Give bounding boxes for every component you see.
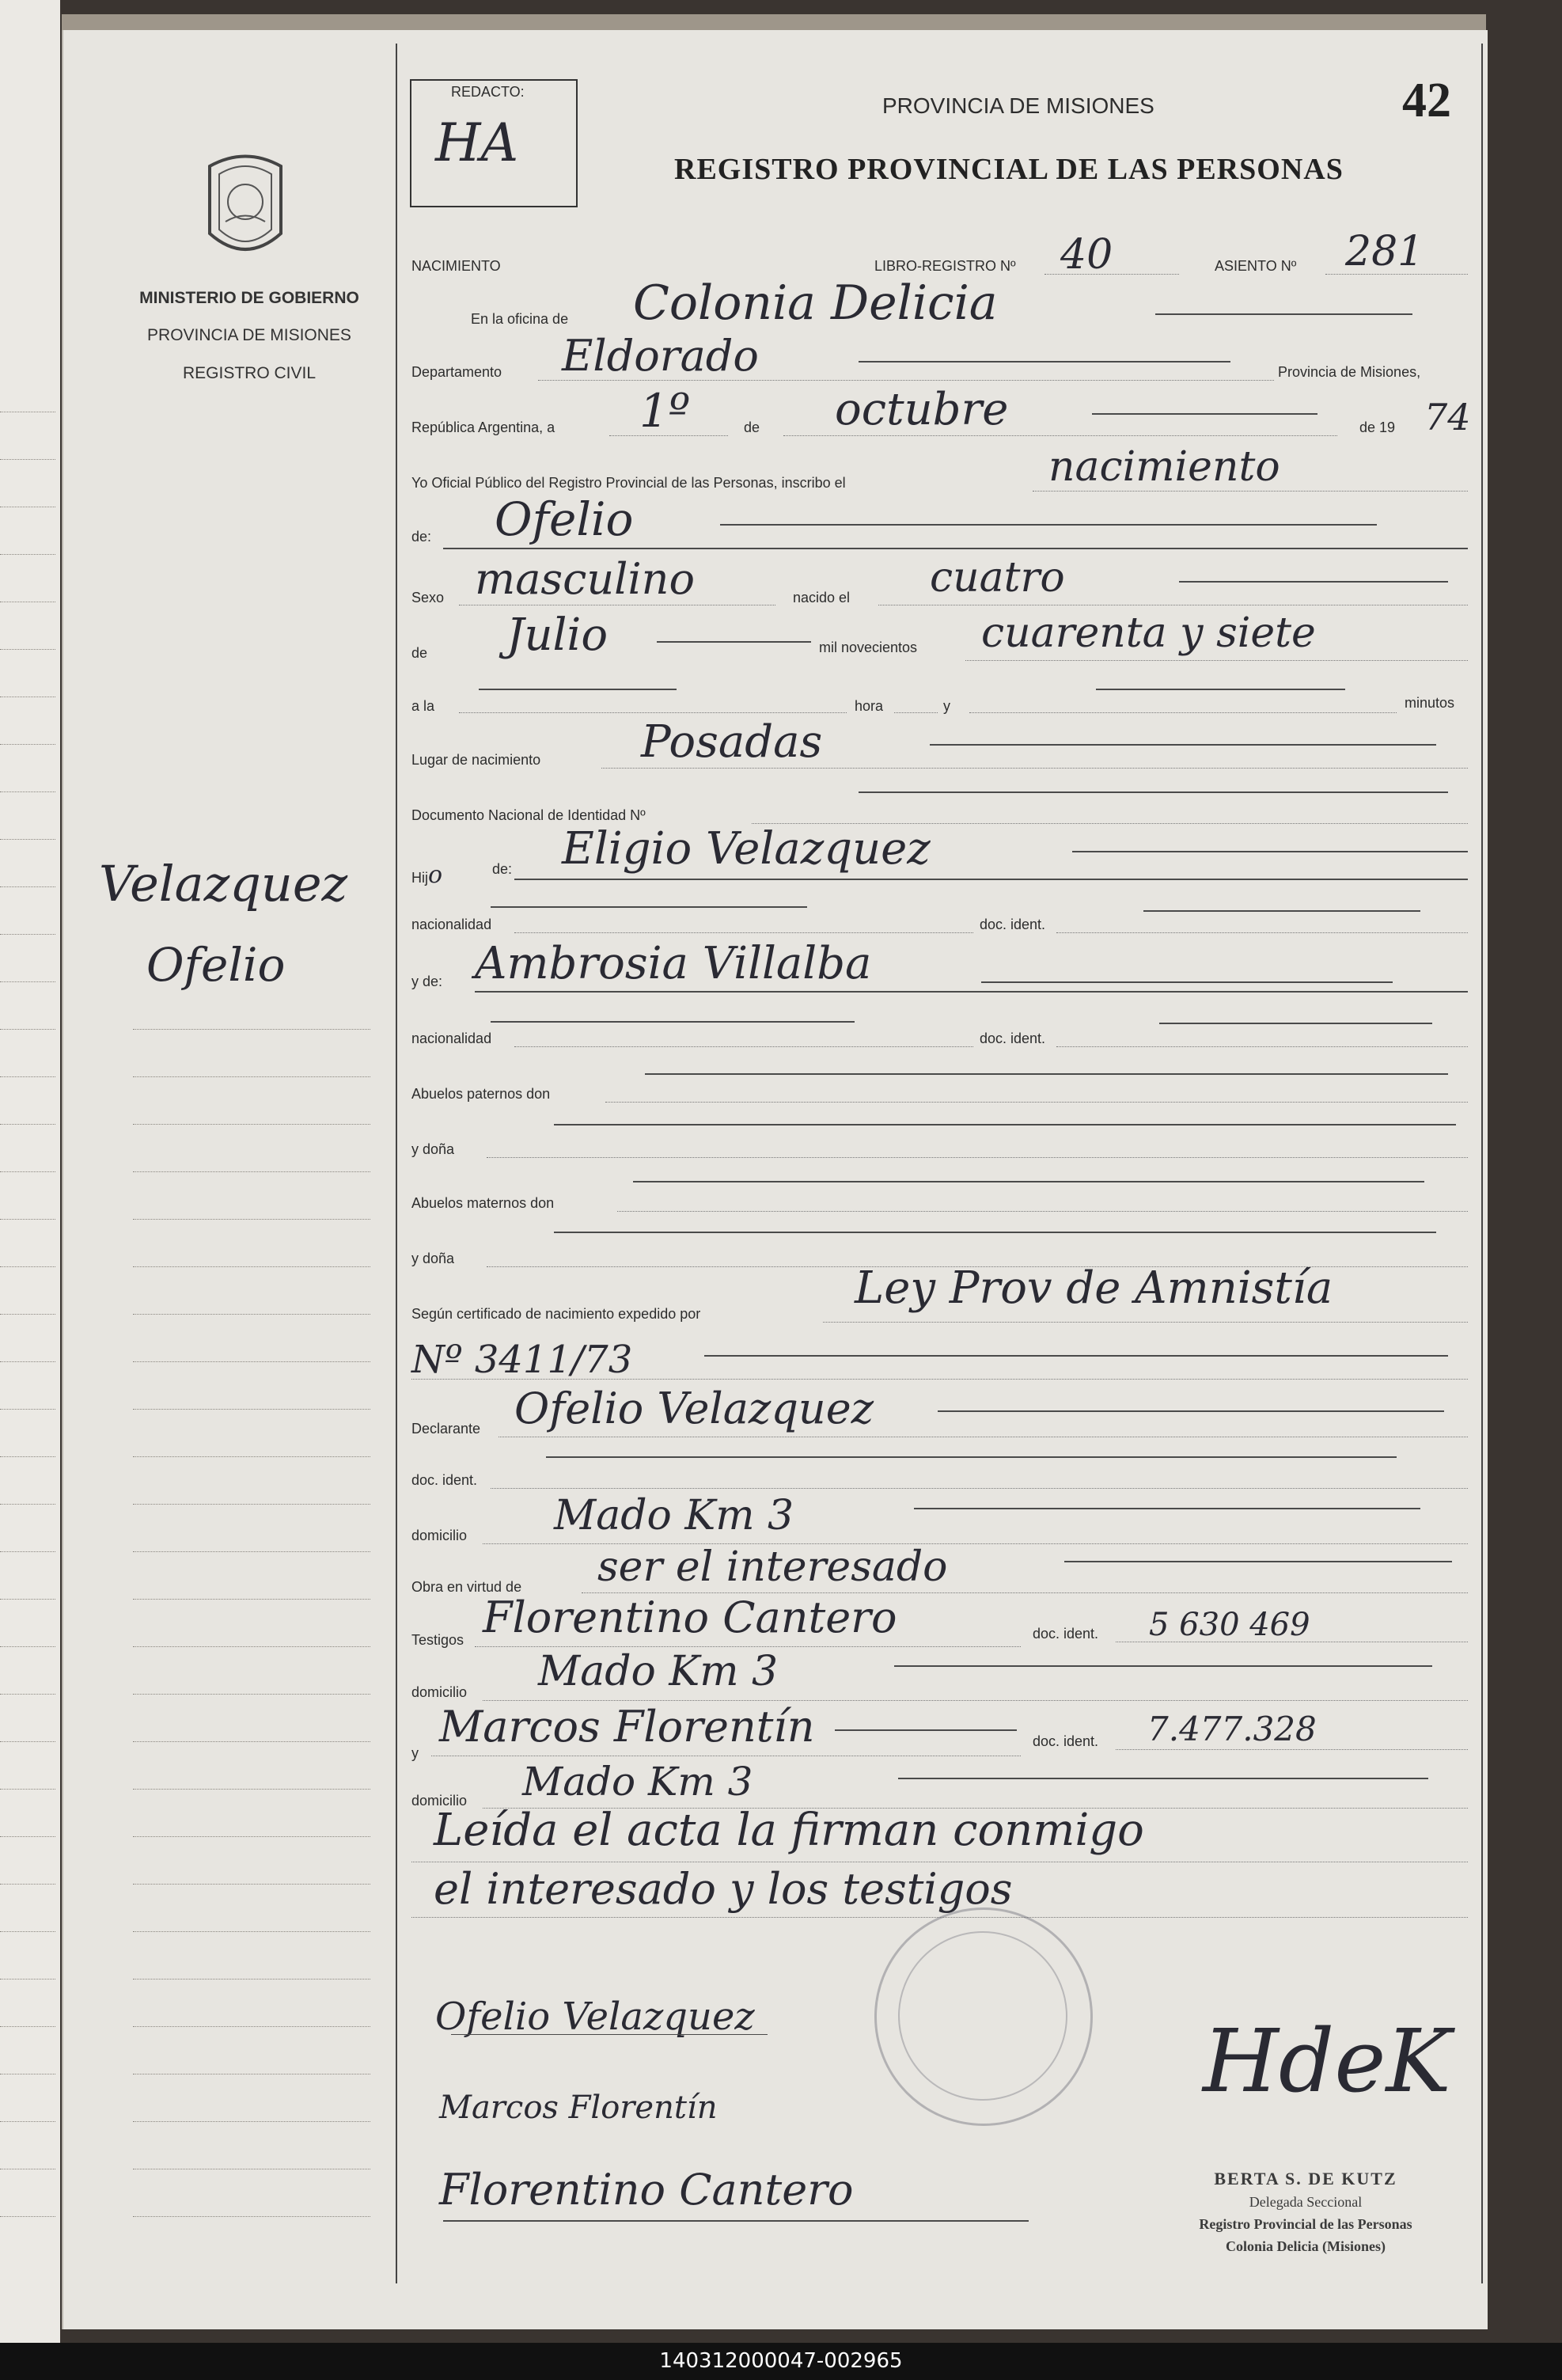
hij-label-text: Hij <box>411 870 428 886</box>
ministry-line2: PROVINCIA DE MISIONES <box>147 326 351 344</box>
testigo1-value: Florentino Cantero <box>483 1592 897 1642</box>
nombre-fill-line <box>720 524 1377 526</box>
abuela-paterna-line <box>554 1124 1456 1125</box>
minutos-fill-line <box>1096 689 1345 690</box>
abuela-materna-line <box>554 1232 1436 1233</box>
dia-value: 1º <box>639 384 691 438</box>
declarante-value: Ofelio Velazquez <box>514 1384 874 1433</box>
mes-nacimiento-value: Julio <box>506 609 608 661</box>
obra-en-virtud-value: ser el interesado <box>597 1543 948 1591</box>
abuela-materna-label: y doña <box>411 1251 455 1266</box>
lugar-fill-line <box>930 744 1436 746</box>
hij-label <box>411 861 442 889</box>
declarante-domicilio-label: domicilio <box>411 1528 468 1543</box>
abuelos-paternos-dots <box>605 1102 1468 1103</box>
minutos-dots <box>969 712 1397 713</box>
mes-fill-line <box>1092 413 1317 415</box>
signature-declarante: Ofelio Velazquez <box>435 1995 755 2039</box>
yo-oficial-label: Yo Oficial Público del Registro Provincial de las Personas, inscribo el <box>411 475 846 491</box>
padre-value: Eligio Velazquez <box>562 823 931 875</box>
previous-page-edge <box>0 0 60 2343</box>
madre-doc-ident-label: doc. ident. <box>980 1031 1046 1046</box>
de-label-2: de <box>411 645 428 661</box>
minutos-label: minutos <box>1405 695 1455 711</box>
folio-number: 42 <box>1402 74 1451 127</box>
declarante-domicilio-line <box>914 1508 1420 1509</box>
testigo1-domicilio-label: domicilio <box>411 1684 468 1700</box>
testigo1-domicilio-dots <box>483 1700 1468 1701</box>
madre-nacionalidad-label: nacionalidad <box>411 1031 492 1046</box>
mes-nacimiento-fill-line <box>657 641 811 643</box>
redacto-box <box>410 79 578 207</box>
margin-name: Ofelio <box>146 938 286 992</box>
padre-de-label: de: <box>492 861 513 877</box>
cierre-line-2: el interesado y los testigos <box>434 1864 1013 1914</box>
cierre-line-1: Leída el acta la firman conmigo <box>434 1805 1144 1856</box>
declarante-label: Declarante <box>411 1421 481 1437</box>
stamp-org: Registro Provincial de las Personas <box>1199 2216 1412 2232</box>
testigo1-domicilio-line <box>894 1665 1432 1667</box>
redacto-initials: HA <box>435 112 519 173</box>
stamp-place: Colonia Delicia (Misiones) <box>1226 2238 1386 2254</box>
departamento-dots <box>538 380 1274 381</box>
madre-y-de-label: y de: <box>411 974 443 989</box>
inscribo-dots <box>1033 491 1468 492</box>
anio-nacimiento-dots <box>965 660 1468 661</box>
signature-testigo2: Marcos Florentín <box>439 2090 718 2126</box>
madre-value: Ambrosia Villalba <box>475 938 872 989</box>
margin-surname: Velazquez <box>99 855 348 913</box>
anio-nacimiento-value: cuarenta y siete <box>981 609 1316 657</box>
a-la-label: a la <box>411 698 435 714</box>
declarante-domicilio-value: Mado Km 3 <box>554 1492 794 1539</box>
padre-doc-ident-line <box>1143 910 1420 912</box>
certificado-por-value: Ley Prov de Amnistía <box>855 1262 1333 1314</box>
declarante-doc-dots <box>491 1488 1468 1489</box>
dni-fill-line <box>859 791 1448 793</box>
testigo2-y-label: y <box>411 1745 419 1761</box>
abuela-paterna-dots <box>487 1157 1468 1158</box>
anio-value: 74 <box>1424 396 1471 438</box>
madre-doc-ident-dots <box>1056 1046 1468 1047</box>
dia-dots <box>609 435 728 436</box>
abuela-paterna-label: y doña <box>411 1141 455 1157</box>
declarante-fill-line <box>938 1410 1444 1412</box>
signature-declarante-underline <box>451 2034 768 2035</box>
testigo1-dots <box>475 1646 1021 1647</box>
province-title: PROVINCIA DE MISIONES <box>882 93 1154 118</box>
abuelos-maternos-label: Abuelos maternos don <box>411 1195 555 1211</box>
testigo2-fill-line <box>835 1729 1017 1731</box>
province-coat-of-arms-icon <box>202 146 289 265</box>
padre-fill-line <box>1072 851 1468 852</box>
hora-fill-line-1 <box>479 689 677 690</box>
provincia-label: Provincia de Misiones, <box>1278 364 1421 380</box>
hora-dots <box>459 712 847 713</box>
obra-en-virtud-label: Obra en virtud de <box>411 1579 522 1595</box>
padre-doc-ident-dots <box>1056 932 1468 933</box>
abuelos-paternos-line <box>645 1073 1448 1075</box>
lugar-nacimiento-label: Lugar de nacimiento <box>411 752 541 768</box>
sexo-value: masculino <box>475 554 695 604</box>
republica-label: República Argentina, a <box>411 419 555 435</box>
padre-nacionalidad-label: nacionalidad <box>411 917 492 932</box>
inscribo-value: nacimiento <box>1048 443 1280 491</box>
nacido-el-fill-line <box>1179 581 1448 583</box>
padre-doc-ident-label: doc. ident. <box>980 917 1046 932</box>
segun-certificado-label: Según certificado de nacimiento expedido por <box>411 1306 701 1322</box>
testigo2-value: Marcos Florentín <box>439 1702 815 1752</box>
signature-official: HdeK <box>1203 2010 1451 2112</box>
nacido-el-label: nacido el <box>793 590 851 605</box>
testigo1-doc-ident-label: doc. ident. <box>1033 1626 1099 1642</box>
libro-registro-value: 40 <box>1060 231 1113 279</box>
madre-fill-line <box>981 981 1393 983</box>
asiento-value: 281 <box>1345 228 1424 275</box>
registry-title: REGISTRO PROVINCIAL DE LAS PERSONAS <box>674 153 1344 186</box>
asiento-label: ASIENTO Nº <box>1215 258 1297 274</box>
abuelos-maternos-line <box>633 1181 1424 1182</box>
obra-en-virtud-line <box>1064 1561 1452 1562</box>
madre-doc-ident-line <box>1159 1023 1432 1024</box>
madre-nacionalidad-line <box>491 1021 855 1023</box>
official-seal-inner <box>898 1931 1067 2101</box>
oficina-value: Colonia Delicia <box>633 275 998 331</box>
padre-nacionalidad-dots <box>514 932 973 933</box>
testigo2-domicilio-value: Mado Km 3 <box>522 1759 753 1805</box>
ministry-line1: MINISTERIO DE GOBIERNO <box>139 289 359 307</box>
stamp-role: Delegada Seccional <box>1249 2194 1363 2210</box>
testigo2-doc-ident-label: doc. ident. <box>1033 1733 1099 1749</box>
lugar-nacimiento-value: Posadas <box>641 716 823 768</box>
nombre-underline <box>443 548 1468 549</box>
de-label-1: de <box>744 419 760 435</box>
lugar-dots <box>601 768 1468 769</box>
page-top-edge <box>62 14 1486 32</box>
mes-value: octubre <box>835 384 1009 435</box>
nacimiento-label: NACIMIENTO <box>411 258 501 274</box>
testigo2-domicilio-line <box>898 1778 1428 1779</box>
asiento-dots <box>1325 274 1468 275</box>
ministry-line3: REGISTRO CIVIL <box>182 364 317 382</box>
testigo2-domicilio-label: domicilio <box>411 1793 468 1809</box>
signature-testigo1: Florentino Cantero <box>439 2165 854 2215</box>
libro-registro-dots <box>1044 274 1179 275</box>
hora-value-dots <box>894 712 938 713</box>
sexo-label: Sexo <box>411 590 445 605</box>
departamento-fill-line <box>859 361 1230 363</box>
padre-nacionalidad-line <box>491 906 807 908</box>
hora-label: hora <box>855 698 884 714</box>
mes-dots <box>783 435 1337 436</box>
testigo2-doc-dots <box>1116 1749 1468 1750</box>
redacto-label: REDACTO: <box>451 84 525 100</box>
declarante-doc-ident-label: doc. ident. <box>411 1472 478 1488</box>
madre-nacionalidad-dots <box>514 1046 973 1047</box>
nombre-value: Ofelio <box>495 492 634 546</box>
testigo1-doc-value: 5 630 469 <box>1149 1607 1310 1643</box>
padre-underline <box>514 879 1468 880</box>
image-id-footer: 140312000047-002965 <box>0 2343 1562 2380</box>
nacido-el-value: cuatro <box>930 554 1065 602</box>
departamento-label: Departamento <box>411 364 502 380</box>
testigos-label: Testigos <box>411 1632 464 1648</box>
departamento-value: Eldorado <box>562 331 759 381</box>
declarante-doc-line <box>546 1456 1397 1458</box>
certificado-numero-line <box>704 1355 1448 1357</box>
testigo2-doc-value: 7.477.328 <box>1147 1710 1317 1748</box>
libro-registro-label: LIBRO-REGISTRO Nº <box>874 258 1016 274</box>
stamp-name: BERTA S. DE KUTZ <box>1214 2169 1397 2188</box>
certificado-dots <box>823 1322 1468 1323</box>
abuelos-maternos-dots <box>617 1211 1468 1212</box>
hij-suffix: o <box>428 861 443 889</box>
testigo1-domicilio-value: Mado Km 3 <box>538 1648 779 1695</box>
y-label: y <box>943 698 950 714</box>
nombre-de-label: de: <box>411 529 432 545</box>
abuelos-paternos-label: Abuelos paternos don <box>411 1086 551 1102</box>
mil-novecientos-label: mil novecientos <box>819 640 918 655</box>
dni-label: Documento Nacional de Identidad Nº <box>411 807 646 823</box>
oficina-label: En la oficina de <box>471 311 569 327</box>
certificado-numero-dots <box>411 1379 1468 1380</box>
signature-testigo1-underline <box>443 2220 1029 2222</box>
oficina-fill-line <box>1155 313 1412 315</box>
madre-underline <box>475 991 1468 993</box>
certificado-numero-value: Nº 3411/73 <box>411 1338 633 1382</box>
de-19-label: de 19 <box>1359 419 1396 435</box>
